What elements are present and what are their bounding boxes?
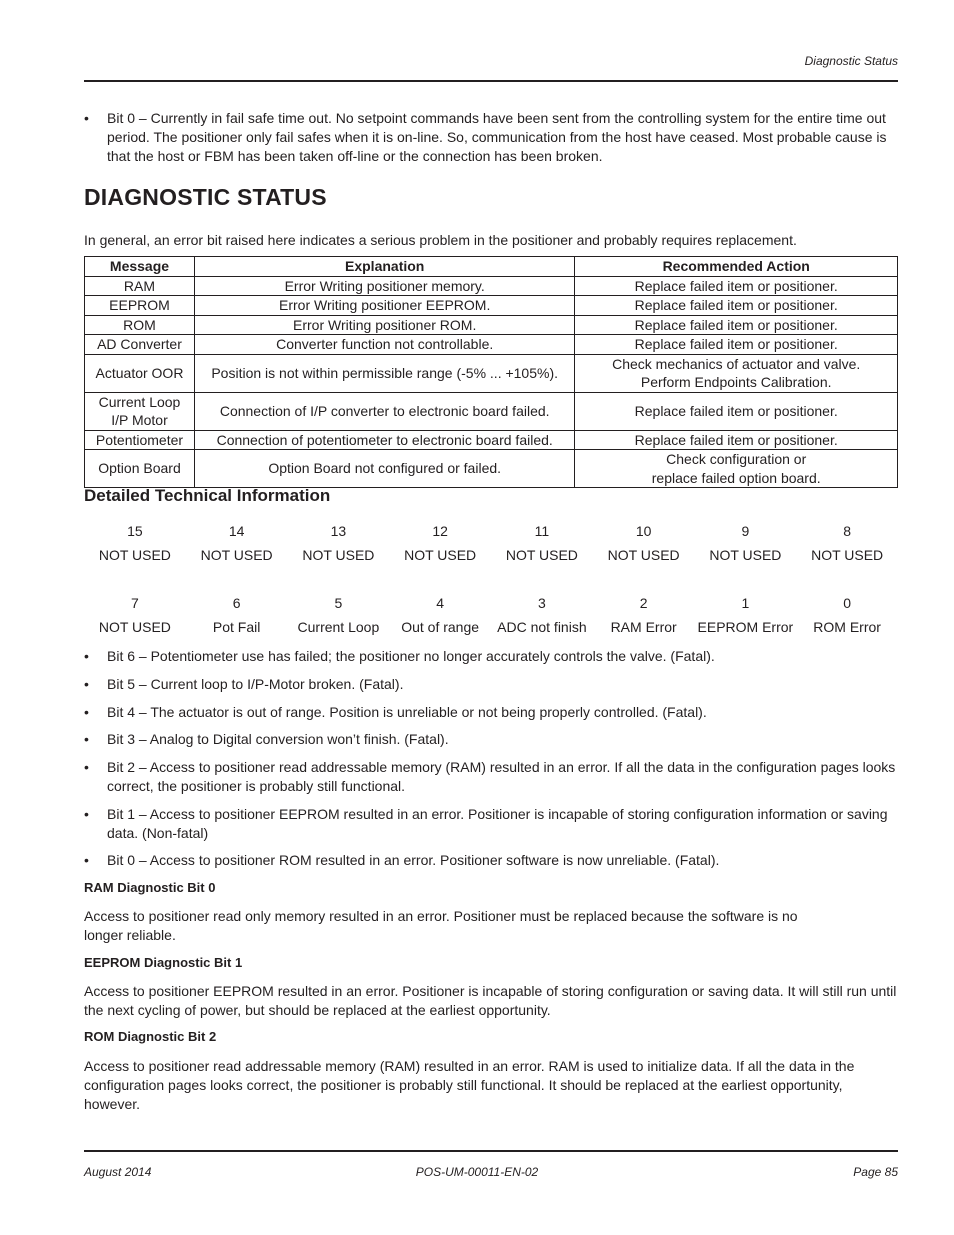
column-header-message: Message bbox=[85, 257, 195, 277]
bit-bullet bbox=[84, 805, 898, 843]
footer-doc-number: POS-UM-00011-EN-02 bbox=[415, 1165, 539, 1179]
cell-message: EEPROM bbox=[85, 296, 195, 316]
table-row bbox=[85, 276, 898, 296]
bullet-mark: • bbox=[84, 676, 89, 692]
footer-date: August 2014 bbox=[84, 1165, 152, 1179]
column-header-action: Recommended Action bbox=[575, 257, 898, 277]
cell-action: Replace failed item or positioner. bbox=[575, 392, 898, 430]
cell-message: RAM bbox=[85, 276, 195, 296]
bit-bullet bbox=[84, 730, 898, 749]
intro-bullet-text: Bit 0 – Currently in fail safe time out. No setpoint commands have been sent from the controlling system for the entire time out period. The positioner only fail safes when it is on-line. So, communication from the host have ceased. Most probable cause is that the host or FBM has been taken off-line or the connection has been broken. bbox=[107, 110, 887, 164]
bit-number: 4 bbox=[436, 595, 445, 611]
bit-bullet-text: Bit 0 – Access to positioner ROM resulted in an error. Positioner software is now unreliable. (Fatal). bbox=[107, 852, 720, 868]
page-title: DIAGNOSTIC STATUS bbox=[84, 184, 327, 210]
cell-action: Replace failed item or positioner. bbox=[575, 430, 898, 450]
bit-label: ROM Error bbox=[813, 619, 881, 635]
cell-action: Replace failed item or positioner. bbox=[575, 296, 898, 316]
bit-number: 14 bbox=[228, 523, 245, 539]
section-heading-detailed: Detailed Technical Information bbox=[84, 486, 331, 505]
bit-label: NOT USED bbox=[200, 547, 273, 563]
diagnostic-table bbox=[84, 256, 898, 488]
subsection-heading-ram: RAM Diagnostic Bit 0 bbox=[84, 880, 216, 895]
bit-label: EEPROM Error bbox=[697, 619, 794, 635]
bullet-mark: • bbox=[84, 110, 89, 126]
bit-number: 3 bbox=[537, 595, 546, 611]
bit-label: NOT USED bbox=[811, 547, 884, 563]
cell-action: Check configuration or replace failed option board. bbox=[575, 450, 898, 488]
bit-number: 2 bbox=[639, 595, 648, 611]
cell-action: Check mechanics of actuator and valve. Perform Endpoints Calibration. bbox=[575, 354, 898, 392]
cell-message: AD Converter bbox=[85, 335, 195, 355]
bit-number: 10 bbox=[635, 523, 652, 539]
cell-message: Option Board bbox=[85, 450, 195, 488]
table-row bbox=[85, 296, 898, 316]
bullet-mark: • bbox=[84, 648, 89, 664]
subsection-heading-rom: ROM Diagnostic Bit 2 bbox=[84, 1029, 217, 1044]
cell-explanation: Error Writing positioner EEPROM. bbox=[194, 296, 574, 316]
bit-bullet bbox=[84, 851, 898, 870]
table-row bbox=[85, 335, 898, 355]
subsection-heading-eeprom: EEPROM Diagnostic Bit 1 bbox=[84, 955, 243, 970]
bit-bullet-text: Bit 6 – Potentiometer use has failed; the positioner no longer accurately controls the valve. (Fatal). bbox=[107, 648, 715, 664]
bit-label: ADC not finish bbox=[497, 619, 587, 635]
subsection-text-rom: Access to positioner read addressable memory (RAM) resulted in an error. RAM is used to initialize data. If all the data in the configuration pages looks correct, the positioner is probably still functional. It should be replaced at the earliest opportunity, however. bbox=[84, 1058, 855, 1112]
bit-label: NOT USED bbox=[505, 547, 578, 563]
cell-message: Actuator OOR bbox=[85, 354, 195, 392]
footer-page-number: Page 85 bbox=[853, 1165, 898, 1179]
bit-bullet bbox=[84, 758, 898, 796]
bit-bullet bbox=[84, 675, 898, 694]
bit-labels-low bbox=[84, 619, 898, 635]
bit-labels-high bbox=[84, 547, 898, 563]
bit-label: Current Loop bbox=[297, 619, 380, 635]
intro-paragraph: In general, an error bit raised here indicates a serious problem in the positioner and probably requires replacement. bbox=[84, 232, 797, 248]
bit-number: 13 bbox=[330, 523, 347, 539]
bit-bullet-text: Bit 3 – Analog to Digital conversion won’t finish. (Fatal). bbox=[107, 731, 449, 747]
bit-numbers-high bbox=[84, 523, 898, 539]
cell-message: Potentiometer bbox=[85, 430, 195, 450]
bit-number: 5 bbox=[334, 595, 343, 611]
bit-number: 11 bbox=[534, 523, 550, 539]
header-rule bbox=[84, 80, 898, 82]
bit-numbers-low bbox=[84, 595, 898, 611]
bit-label: NOT USED bbox=[302, 547, 375, 563]
cell-explanation: Option Board not configured or failed. bbox=[194, 450, 574, 488]
cell-explanation: Position is not within permissible range (-5% ... +105%). bbox=[194, 354, 574, 392]
cell-message: ROM bbox=[85, 315, 195, 335]
bit-bullet bbox=[84, 647, 898, 666]
table-header-row bbox=[85, 257, 898, 277]
table-body bbox=[85, 276, 898, 488]
bit-number: 0 bbox=[843, 595, 852, 611]
bullet-mark: • bbox=[84, 731, 89, 747]
cell-message: Current Loop I/P Motor bbox=[85, 392, 195, 430]
bit-label: NOT USED bbox=[98, 619, 171, 635]
bullet-mark: • bbox=[84, 806, 89, 822]
bit-number: 8 bbox=[843, 523, 852, 539]
running-header: Diagnostic Status bbox=[804, 54, 898, 68]
bit-bullet-text: Bit 4 – The actuator is out of range. Position is unreliable or not being properly controlled. (Fatal). bbox=[107, 704, 707, 720]
bit-bullet bbox=[84, 703, 898, 722]
subsection-text-ram: Access to positioner read only memory resulted in an error. Positioner must be replaced because the software is no longer reliable. bbox=[84, 908, 798, 943]
footer-rule bbox=[84, 1150, 898, 1152]
bullet-mark: • bbox=[84, 852, 89, 868]
cell-explanation: Connection of potentiometer to electronic board failed. bbox=[194, 430, 574, 450]
bullet-mark: • bbox=[84, 759, 89, 775]
table-row bbox=[85, 392, 898, 430]
bit-label: NOT USED bbox=[709, 547, 782, 563]
cell-action: Replace failed item or positioner. bbox=[575, 335, 898, 355]
column-header-explanation: Explanation bbox=[194, 257, 574, 277]
cell-action: Replace failed item or positioner. bbox=[575, 276, 898, 296]
bit-number: 15 bbox=[127, 523, 143, 539]
bit-bullet-text: Bit 1 – Access to positioner EEPROM resulted in an error. Positioner is incapable of storing configuration information or saving data. (Non-fatal) bbox=[107, 806, 888, 841]
cell-explanation: Error Writing positioner ROM. bbox=[194, 315, 574, 335]
bit-label: Pot Fail bbox=[212, 619, 261, 635]
cell-explanation: Converter function not controllable. bbox=[194, 335, 574, 355]
cell-explanation: Connection of I/P converter to electronic board failed. bbox=[194, 392, 574, 430]
intro-bullet bbox=[84, 109, 898, 166]
bit-number: 7 bbox=[130, 595, 139, 611]
cell-explanation: Error Writing positioner memory. bbox=[194, 276, 574, 296]
bit-number: 1 bbox=[741, 595, 750, 611]
bit-label: NOT USED bbox=[98, 547, 171, 563]
bit-number: 6 bbox=[232, 595, 241, 611]
bit-bullet-text: Bit 2 – Access to positioner read addressable memory (RAM) resulted in an error. If all the data in the configuration pages looks correct, the positioner is probably still functional. bbox=[107, 759, 896, 794]
bit-label: RAM Error bbox=[610, 619, 677, 635]
table-row bbox=[85, 315, 898, 335]
table-row bbox=[85, 354, 898, 392]
bullet-mark: • bbox=[84, 704, 89, 720]
table-row bbox=[85, 450, 898, 488]
bit-bullet-text: Bit 5 – Current loop to I/P-Motor broken. (Fatal). bbox=[107, 676, 404, 692]
bit-label: NOT USED bbox=[404, 547, 477, 563]
cell-action: Replace failed item or positioner. bbox=[575, 315, 898, 335]
bit-label: NOT USED bbox=[607, 547, 680, 563]
subsection-text-eeprom: Access to positioner EEPROM resulted in an error. Positioner is incapable of storing configuration or saving data. It will still run until the next cycling of power, but should be replaced at the earliest opportunity. bbox=[84, 983, 897, 1018]
bit-number: 9 bbox=[741, 523, 750, 539]
table-row bbox=[85, 430, 898, 450]
bit-label: Out of range bbox=[401, 619, 480, 635]
bit-number: 12 bbox=[432, 523, 448, 539]
